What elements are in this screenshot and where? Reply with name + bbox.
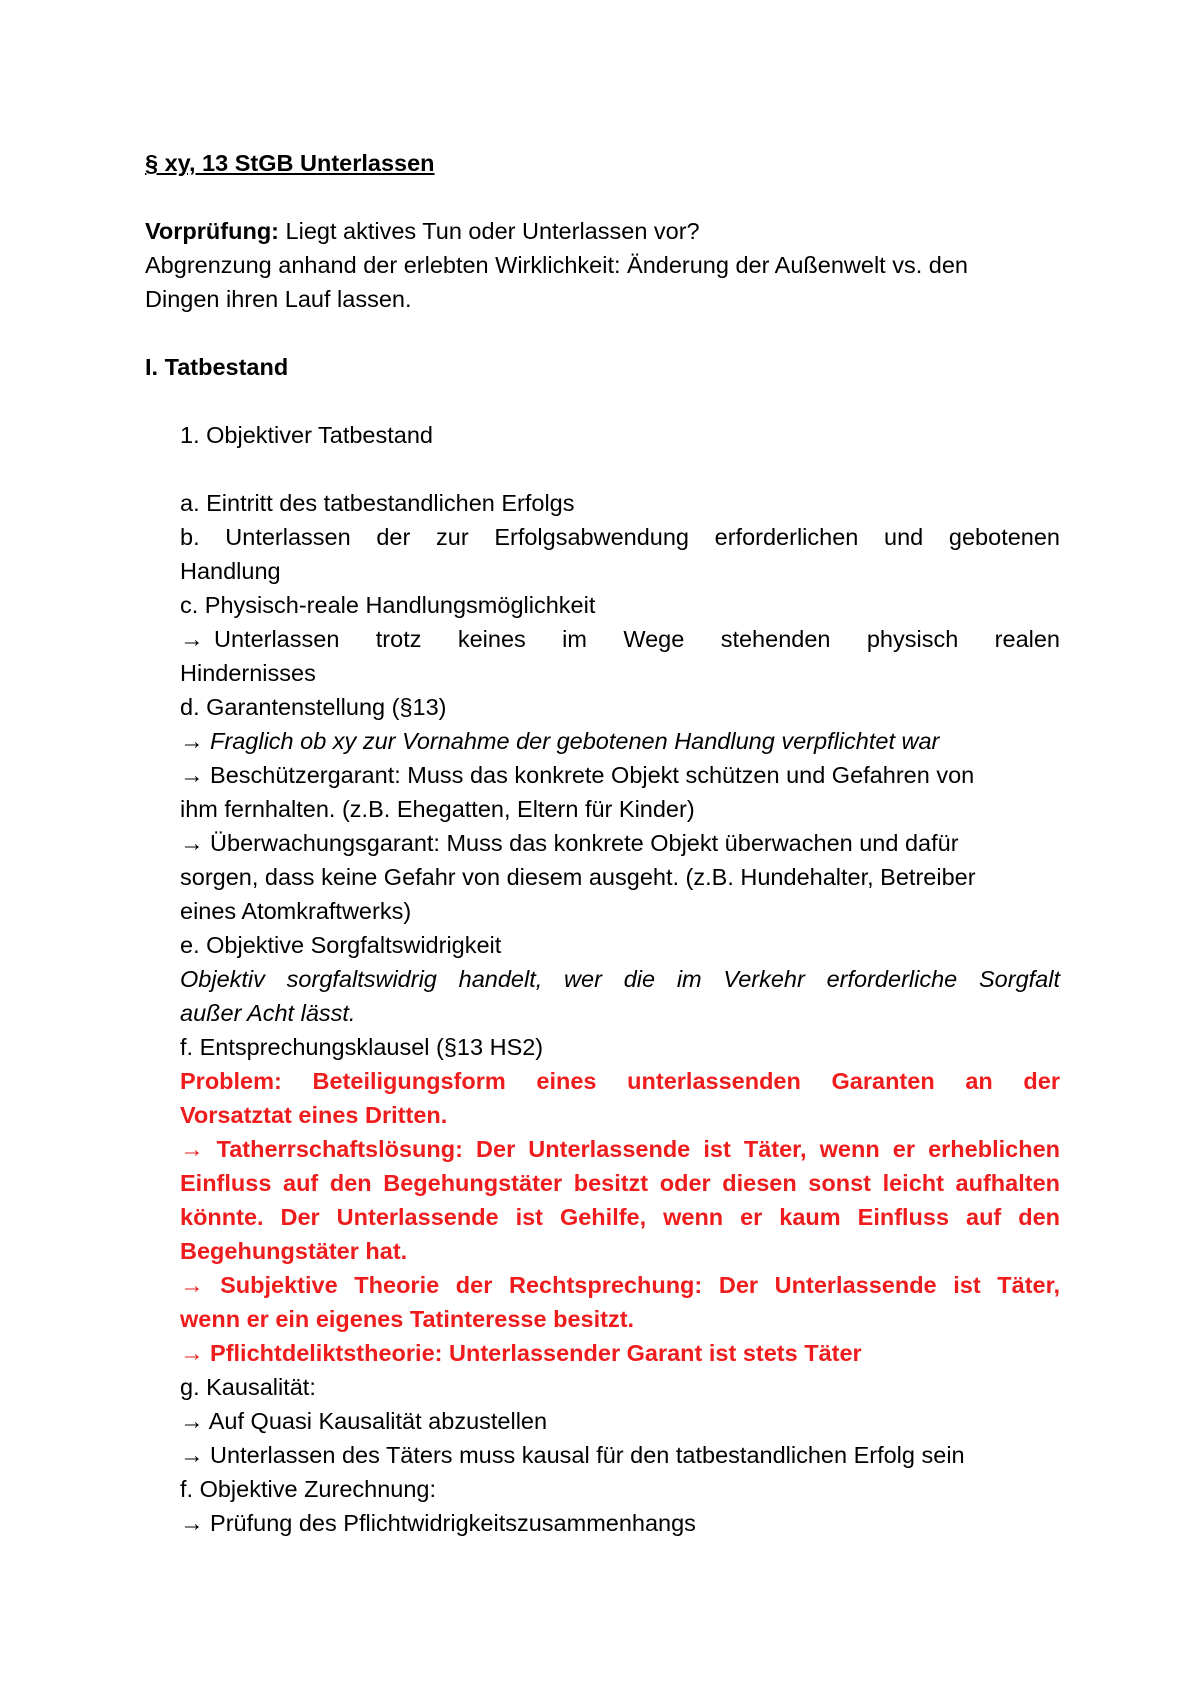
item-c-arrow: → Unterlassen trotz keines im Wege stehenden physisch realen	[180, 622, 1060, 656]
arrow-icon: →	[180, 1340, 204, 1366]
item-f: f. Entsprechungsklausel (§13 HS2)	[180, 1034, 544, 1060]
theory-subjektive-theorie-cont: wenn er ein eigenes Tatinteresse besitzt.	[180, 1306, 635, 1332]
document-title: § xy, 13 StGB Unterlassen	[145, 150, 435, 176]
item-g-arrow: → Unterlassen des Täters muss kausal für den tatbestandlichen Erfolg sein	[180, 1442, 965, 1468]
item-e: e. Objektive Sorgfaltswidrigkeit	[180, 932, 502, 958]
item-d: d. Garantenstellung (§13)	[180, 694, 447, 720]
arrow-icon: →	[180, 1272, 204, 1298]
theory-pflichtdeliktstheorie: → Pflichtdeliktstheorie: Unterlassender Garant ist stets Täter	[180, 1340, 862, 1366]
section-heading-tatbestand: I. Tatbestand	[145, 354, 289, 380]
theory-tatherrschaftsloesung: → Tatherrschaftslösung: Der Unterlassende ist Täter, wenn er erheblichen	[180, 1136, 1060, 1162]
problem-heading: Problem: Beteiligungsform eines unterlassenden Garanten an der	[180, 1068, 1060, 1094]
item-f-objektive-zurechnung: f. Objektive Zurechnung:	[180, 1476, 437, 1502]
item-d-ueberwachungsgarant-cont: sorgen, dass keine Gefahr von diesem ausgeht. (z.B. Hundehalter, Betreiber	[180, 864, 976, 890]
vorpruefung-text: Abgrenzung anhand der erlebten Wirklichkeit: Änderung der Außenwelt vs. den	[145, 252, 968, 278]
vorpruefung-label: Vorprüfung:	[145, 218, 280, 244]
item-d-ueberwachungsgarant-cont: eines Atomkraftwerks)	[180, 898, 412, 924]
theory-tatherrschaftsloesung-cont: Begehungstäter hat.	[180, 1238, 408, 1264]
item-c: c. Physisch-reale Handlungsmöglichkeit	[180, 592, 596, 618]
arrow-icon: →	[180, 1442, 204, 1468]
item-d-arrow: → Fraglich ob xy zur Vornahme der gebotenen Handlung verpflichtet war	[180, 728, 940, 754]
item-b-cont: Handlung	[180, 558, 281, 584]
item-c-arrow-cont: Hindernisses	[180, 660, 316, 686]
item-d-ueberwachungsgarant: → Überwachungsgarant: Muss das konkrete Objekt überwachen und dafür	[180, 830, 959, 856]
theory-subjektive-theorie: → Subjektive Theorie der Rechtsprechung: Der Unterlassende ist Täter,	[180, 1272, 1060, 1298]
arrow-icon: →	[180, 626, 204, 652]
item-d-beschuetzergarant: → Beschützergarant: Muss das konkrete Objekt schützen und Gefahren von	[180, 762, 975, 788]
arrow-icon: →	[180, 830, 204, 856]
theory-tatherrschaftsloesung-cont: Einfluss auf den Begehungstäter besitzt oder diesen sonst leicht aufhalten	[180, 1170, 1060, 1196]
vorpruefung-question: Liegt aktives Tun oder Unterlassen vor?	[279, 218, 700, 244]
problem-heading-cont: Vorsatztat eines Dritten.	[180, 1102, 448, 1128]
item-e-definition: Objektiv sorgfaltswidrig handelt, wer die im Verkehr erforderliche Sorgfalt	[180, 966, 1060, 992]
arrow-icon: →	[180, 1136, 204, 1162]
theory-tatherrschaftsloesung-cont: könnte. Der Unterlassende ist Gehilfe, wenn er kaum Einfluss auf den	[180, 1204, 1060, 1230]
item-f-objektive-zurechnung-arrow: → Prüfung des Pflichtwidrigkeitszusammenhangs	[180, 1510, 696, 1536]
item-e-definition-cont: außer Acht lässt.	[180, 1000, 356, 1026]
arrow-icon: →	[180, 728, 204, 754]
item-a: a. Eintritt des tatbestandlichen Erfolgs	[180, 490, 575, 516]
arrow-icon: →	[180, 762, 204, 788]
item-g: g. Kausalität:	[180, 1374, 316, 1400]
item-b: b. Unterlassen der zur Erfolgsabwendung erforderlichen und gebotenen	[180, 524, 1060, 550]
item-g-arrow: → Auf Quasi Kausalität abzustellen	[180, 1408, 548, 1434]
arrow-icon: →	[180, 1510, 204, 1536]
arrow-icon: →	[180, 1408, 204, 1434]
item-d-beschuetzergarant-cont: ihm fernhalten. (z.B. Ehegatten, Eltern für Kinder)	[180, 796, 695, 822]
vorpruefung-line	[145, 214, 700, 248]
subsection-heading-objektiver-tatbestand: 1. Objektiver Tatbestand	[180, 422, 433, 448]
vorpruefung-text: Dingen ihren Lauf lassen.	[145, 286, 412, 312]
